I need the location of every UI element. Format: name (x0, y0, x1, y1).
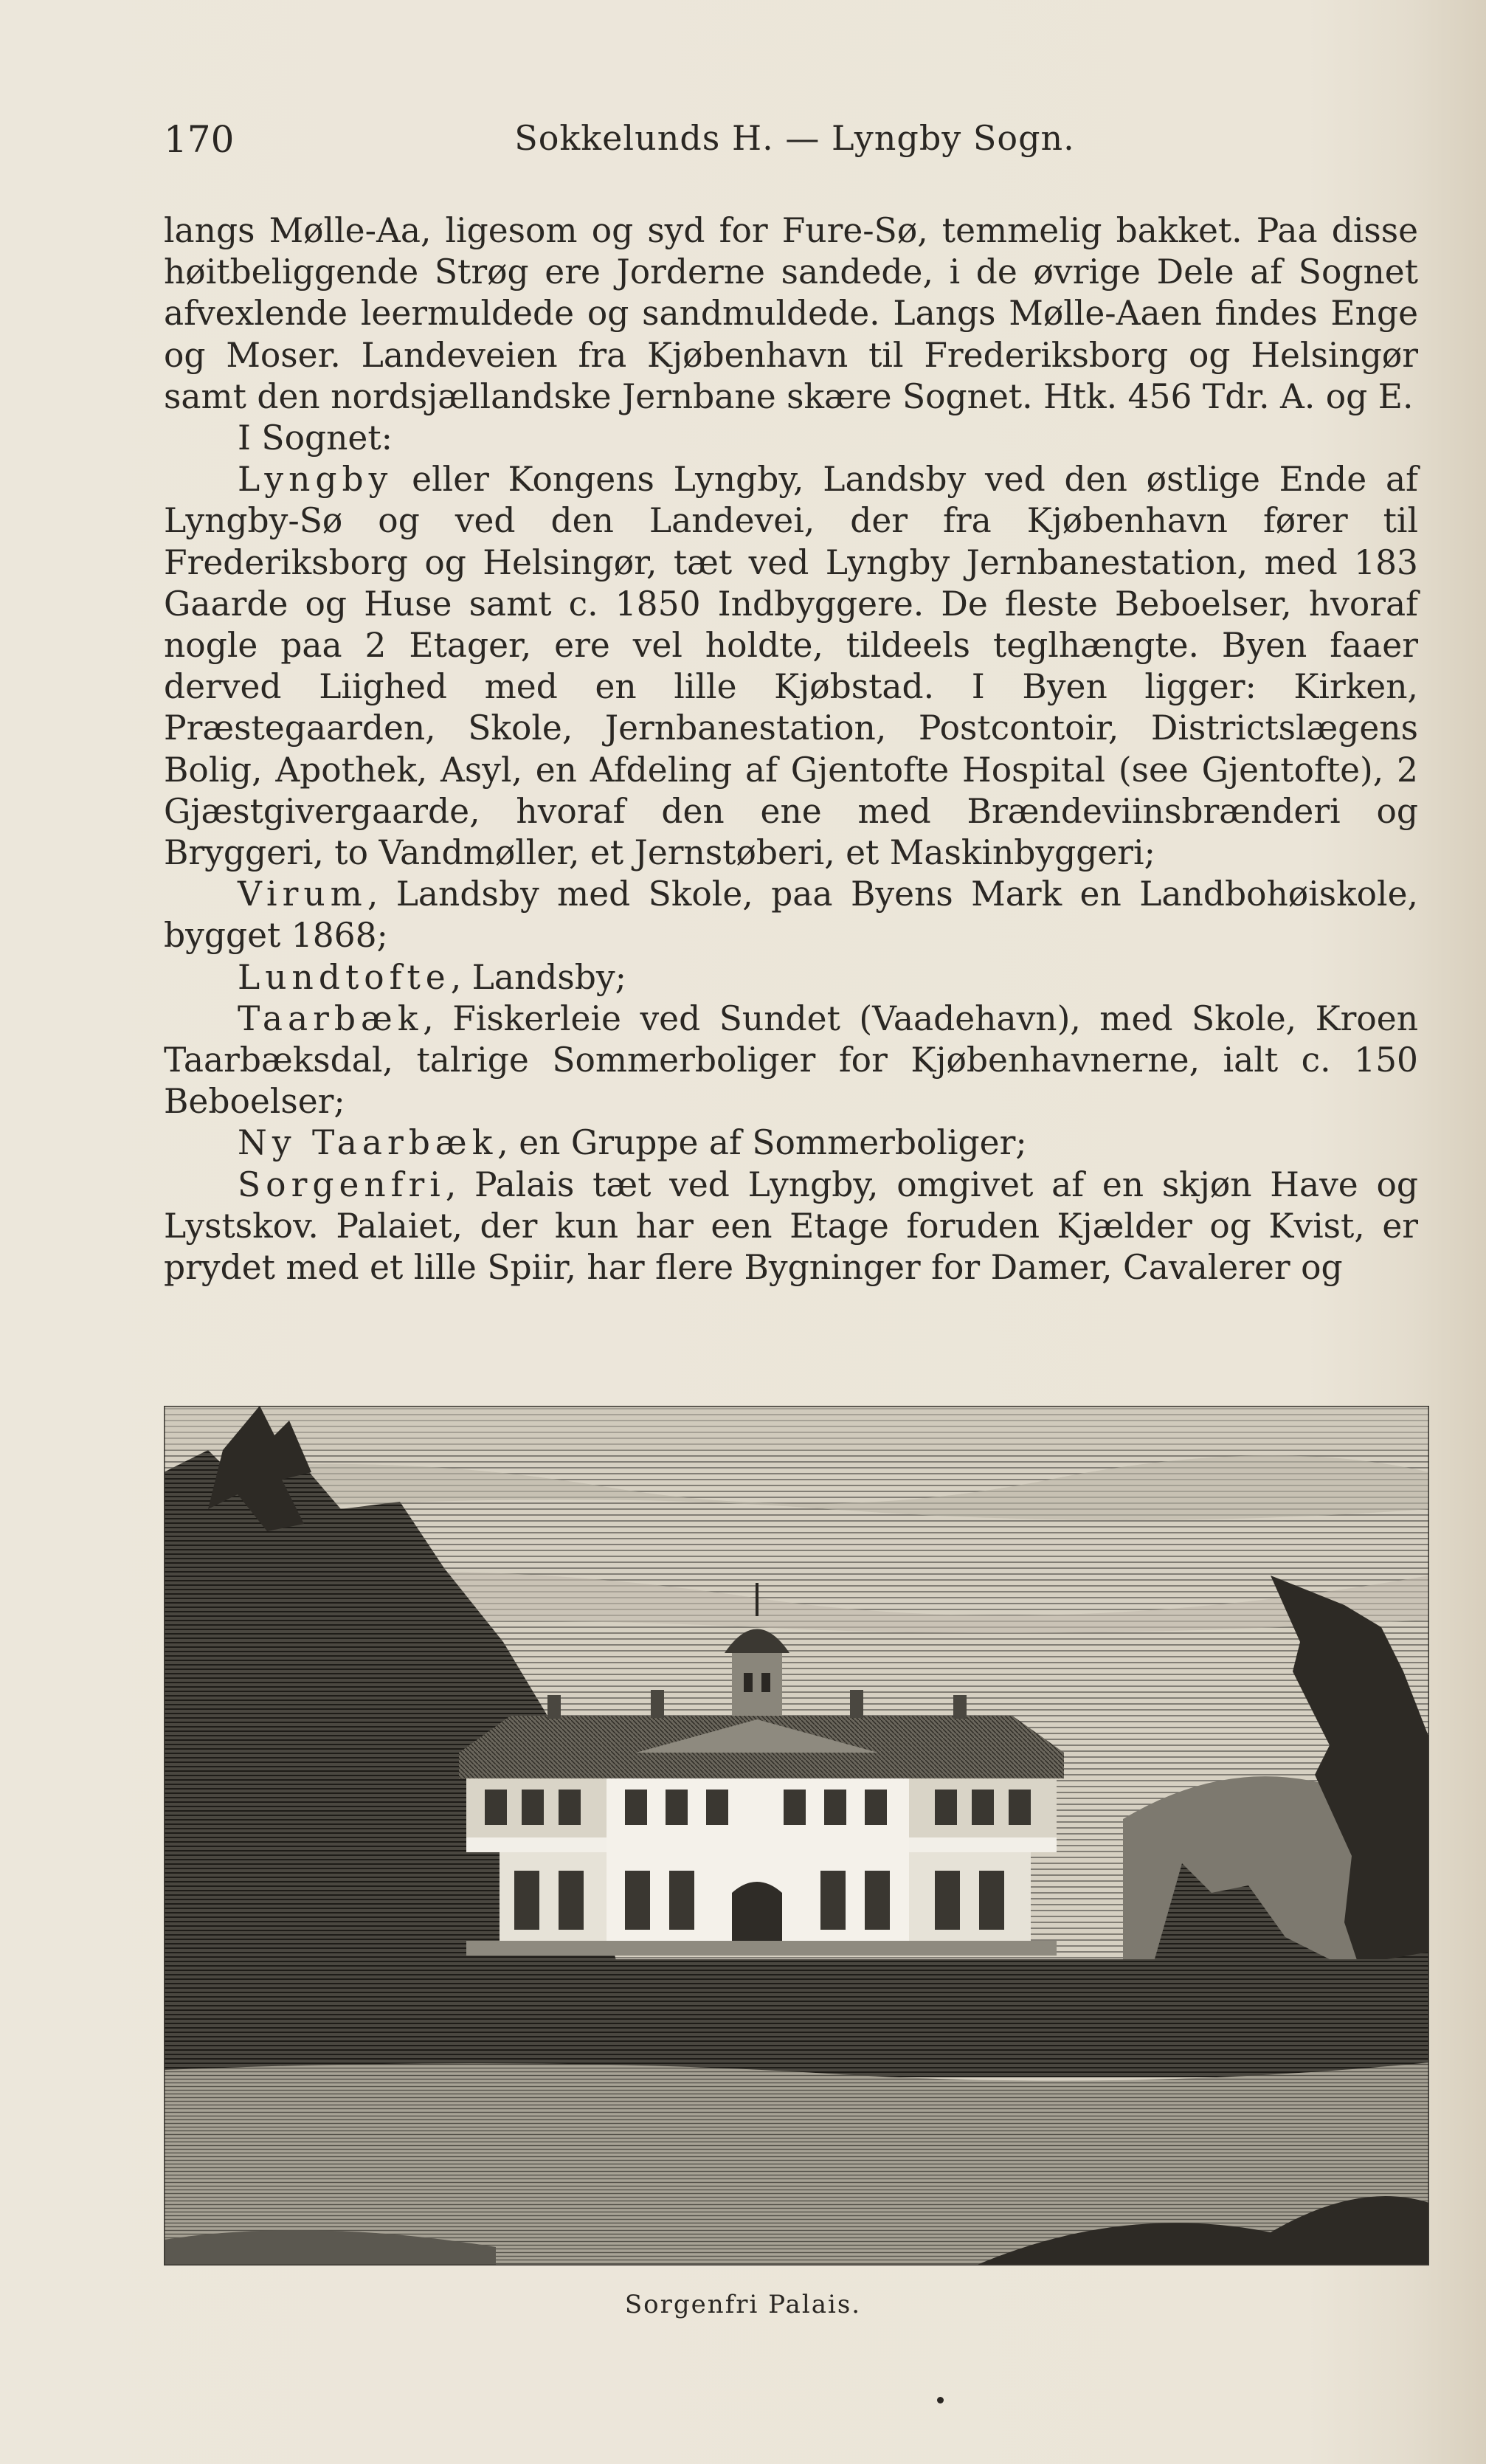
paragraph (164, 418, 1418, 459)
paragraph (164, 1122, 1418, 1164)
engraving-illustration (164, 1406, 1429, 2265)
paragraph (164, 998, 1418, 1123)
paragraph-text: , Landsby med Skole, paa Byens Mark en Landbohøiskole, bygget 1868; (164, 874, 1418, 956)
paragraph-text: , Palais tæt ved Lyngby, omgivet af en skjøn Have og Lystskov. Palaiet, der kun har een Etage foruden Kjælder og Kvist, er prydet med et lille Spiir, har flere Bygninger for Damer, Cavalerer og (164, 1164, 1418, 1288)
place-name: Sorgenfri (238, 1164, 446, 1204)
illustration-caption: Sorgenfri Palais. (624, 2290, 862, 2319)
place-name: Virum (238, 874, 367, 914)
paragraph (164, 210, 1418, 418)
ink-dot (937, 2397, 944, 2403)
running-title: Sokkelunds H. — Lyngby Sogn. (514, 118, 1075, 158)
paragraph-text: , Landsby; (450, 957, 626, 997)
paragraph-text: I Sognet: (238, 418, 393, 458)
place-name: Taarbæk (238, 998, 424, 1038)
paragraph (164, 874, 1418, 956)
paragraph (164, 957, 1418, 998)
paragraph (164, 1164, 1418, 1289)
palace-engraving (164, 1406, 1429, 2265)
paragraph-text: langs Mølle-Aa, ligesom og syd for Fure-Sø, temmelig bakket. Paa disse høitbeliggende Strøg ere Jorderne sandede, i de øvrige Dele af Sognet afvexlende leermuldede og sandmuldede. Langs Mølle-Aaen findes Enge og Moser. Landeveien fra Kjøbenhavn til Frederiksborg og Helsingør samt den nordsjællandske Jernbane skære Sognet. Htk. 456 Tdr. A. og E. (164, 211, 1418, 416)
body-text (164, 210, 1418, 1288)
paragraph (164, 459, 1418, 874)
place-name: Lundtofte (238, 957, 451, 997)
paragraph-text: , en Gruppe af Sommerboliger; (497, 1123, 1027, 1163)
paragraph-text: eller Kongens Lyngby, Landsby ved den østlige Ende af Lyngby-Sø og ved den Landevei, der fra Kjøbenhavn fører til Frederiksborg og Helsingør, tæt ved Lyngby Jernbanestation, med 183 Gaarde og Huse samt c. 1850 Indbyggere. De fleste Beboelser, hvoraf nogle paa 2 Etager, ere vel holdte, tildeels teglhængte. Byen faaer derved Liighed med en lille Kjøbstad. I Byen ligger: Kirken, Præstegaarden, Skole, Jernbanestation, Postcontoir, Districtslægens Bolig, Apothek, Asyl, en Afdeling af Gjentofte Hospital (see Gjentofte), 2 Gjæstgivergaarde, hvoraf den ene med Brændeviinsbrænderi og Bryggeri, to Vandmøller, et Jernstøberi, et Maskinbyggeri; (164, 460, 1418, 873)
page-header (164, 118, 1425, 170)
place-name: Lyngby (238, 460, 393, 500)
paragraph-text: , Fiskerleie ved Sundet (Vaadehavn), med Skole, Kroen Taarbæksdal, talrige Sommerboliger for Kjøbenhavnerne, ialt c. 150 Beboelser; (164, 998, 1418, 1122)
page-number: 170 (164, 118, 235, 161)
place-name: Ny Taarbæk (238, 1123, 498, 1163)
